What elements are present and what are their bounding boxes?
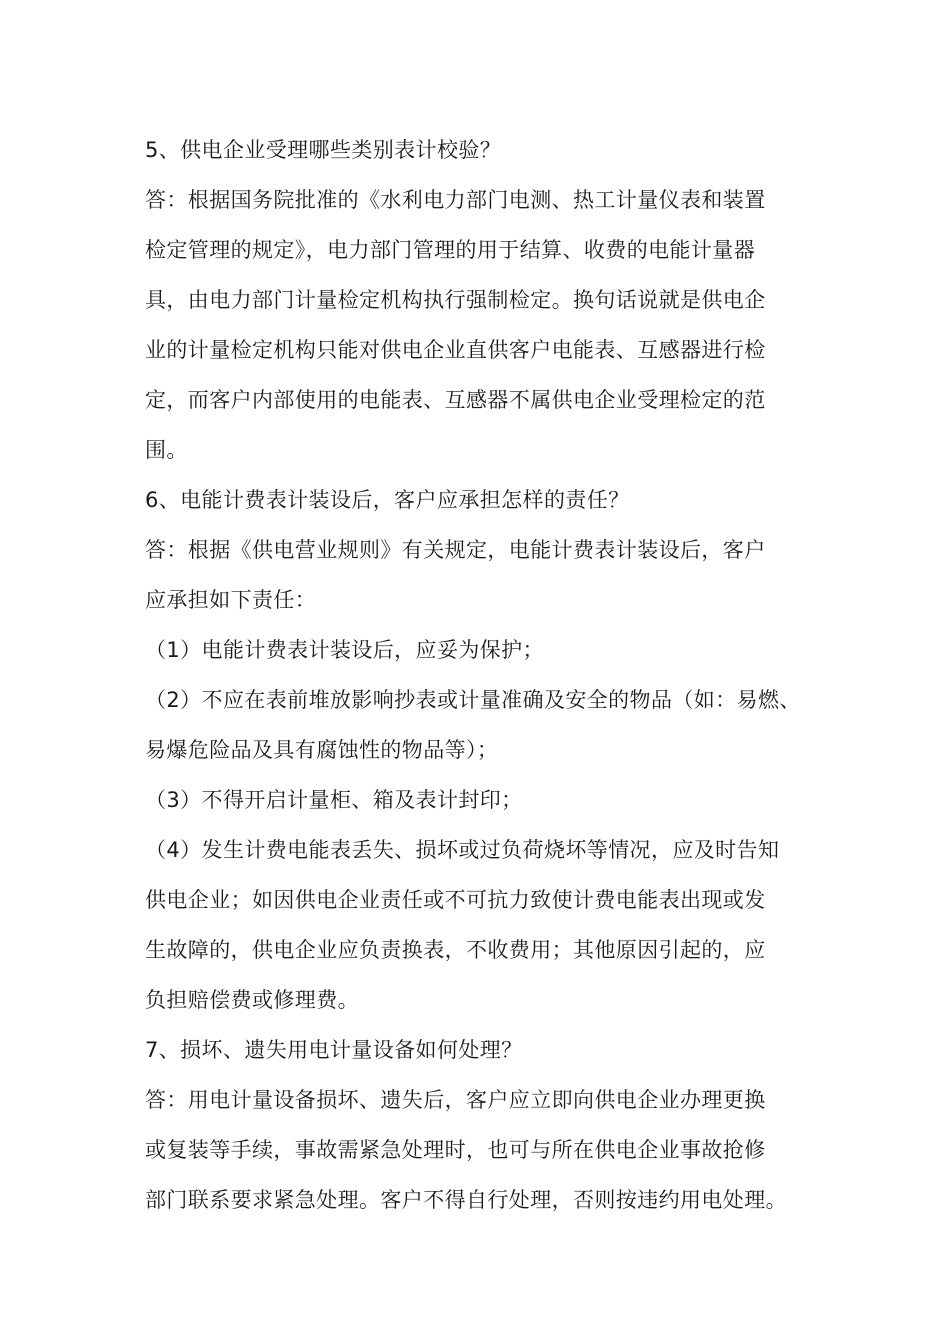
answer-6-item-2-cont: 易爆危险品及具有腐蚀性的物品等）；: [145, 738, 499, 762]
answer-6-line-2: 应承担如下责任：: [145, 588, 317, 612]
answer-5-line-5: 定，而客户内部使用的电能表、互感器不属供电企业受理检定的范: [145, 388, 766, 412]
answer-5-line-6: 围。: [145, 438, 188, 462]
answer-6-item-3: （3）不得开启计量柜、箱及表计封印；: [145, 788, 523, 812]
answer-7-line-1: 答：用电计量设备损坏、遗失后，客户应立即向供电企业办理更换: [145, 1088, 766, 1112]
answer-6-item-4-cont-1: 供电企业；如因供电企业责任或不可抗力致使计费电能表出现或发: [145, 888, 766, 912]
answer-5-line-1: 答：根据国务院批准的《水利电力部门电测、热工计量仪表和装置: [145, 188, 766, 212]
answer-6-item-1: （1）电能计费表计装设后，应妥为保护；: [145, 638, 544, 662]
answer-7-line-2: 或复装等手续，事故需紧急处理时，也可与所在供电企业事故抢修: [145, 1138, 766, 1162]
answer-6-item-4-cont-3: 负担赔偿费或修理费。: [145, 988, 359, 1012]
answer-6-item-4: （4）发生计费电能表丢失、损坏或过负荷烧坏等情况，应及时告知: [145, 838, 780, 862]
answer-6-item-4-cont-2: 生故障的，供电企业应负责换表，不收费用；其他原因引起的，应: [145, 938, 766, 962]
answer-6-line-1: 答：根据《供电营业规则》有关规定，电能计费表计装设后，客户: [145, 538, 766, 562]
answer-6-item-2: （2）不应在表前堆放影响抄表或计量准确及安全的物品（如：易燃、: [145, 688, 801, 712]
answer-5-line-4: 业的计量检定机构只能对供电企业直供客户电能表、互感器进行检: [145, 338, 766, 362]
answer-7-line-3: 部门联系要求紧急处理。客户不得自行处理，否则按违约用电处理。: [145, 1188, 787, 1212]
question-6-heading: 6、电能计费表计装设后，客户应承担怎样的责任？: [145, 488, 630, 512]
question-7-heading: 7、损坏、遗失用电计量设备如何处理？: [145, 1038, 523, 1062]
answer-5-line-2: 检定管理的规定》，电力部门管理的用于结算、收费的电能计量器: [145, 238, 756, 262]
answer-5-line-3: 具，由电力部门计量检定机构执行强制检定。换句话说就是供电企: [145, 288, 766, 312]
question-5-heading: 5、供电企业受理哪些类别表计校验？: [145, 138, 502, 162]
